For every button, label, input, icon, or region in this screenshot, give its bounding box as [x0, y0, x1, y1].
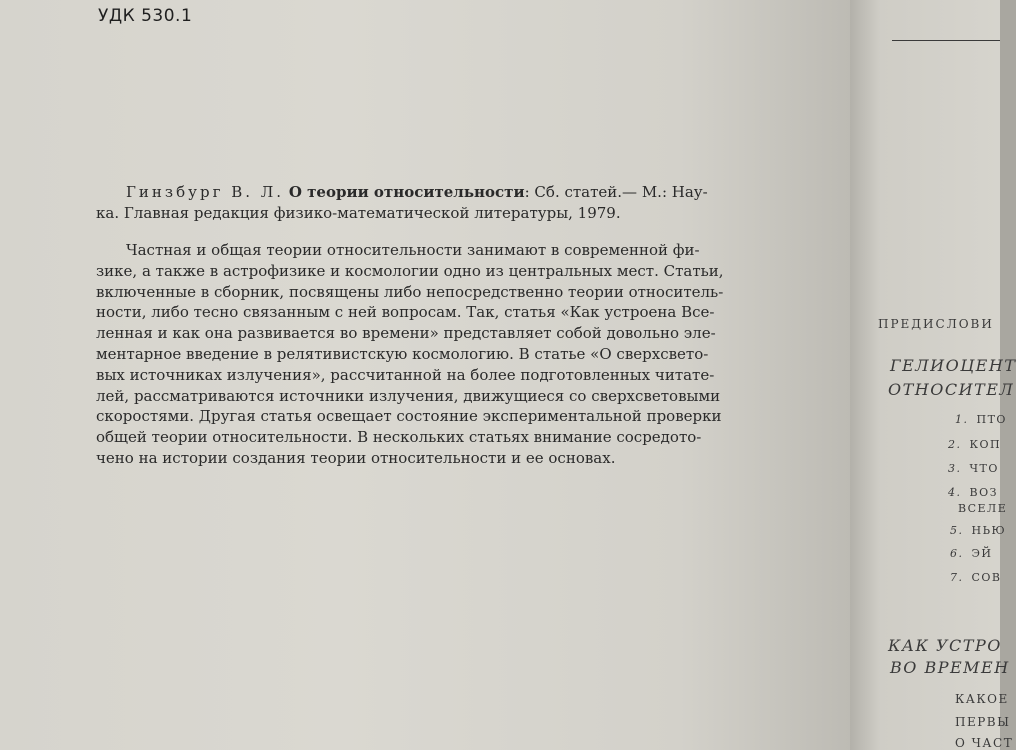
- toc-item: ПЕРВЫ: [955, 715, 1011, 729]
- abstract-line: лей, рассматриваются источники излучения, движущиеся со сверхсветовыми: [96, 386, 721, 405]
- bibliographic-citation: [96, 182, 816, 224]
- abstract-line: включенные в сборник, посвящены либо непосредственно теории относитель-: [96, 282, 724, 301]
- toc-item: 1. ПТО: [955, 413, 1007, 426]
- udk-code: УДК 530.1: [98, 6, 193, 26]
- abstract-line: зике, а также в астрофизике и космологии одно из центральных мест. Статьи,: [96, 261, 724, 280]
- toc-section-title: КАК УСТРО: [888, 636, 1002, 655]
- toc-section-title: ОТНОСИТЕЛ: [888, 380, 1015, 399]
- toc-item: 2. КОП: [948, 438, 1002, 451]
- toc-section-title: ВО ВРЕМЕН: [890, 658, 1010, 677]
- top-rule: [892, 40, 1000, 41]
- abstract-line: ности, либо тесно связанным с ней вопросам. Так, статья «Как устроена Все-: [96, 303, 715, 322]
- toc-preface: ПРЕДИСЛОВИ: [878, 317, 994, 331]
- citation-line1-rest: : Сб. статей.— М.: Нау-: [524, 183, 708, 201]
- citation-line-1: [96, 182, 816, 203]
- toc-item: 6. ЭЙ: [950, 547, 993, 560]
- abstract-line: чено на истории создания теории относительности и ее основах.: [96, 448, 616, 467]
- abstract-line: скоростями. Другая статья освещает состояние экспериментальной проверки: [96, 407, 722, 426]
- toc-item: ВСЕЛЕ: [958, 502, 1008, 515]
- toc-item: 3. ЧТО: [948, 462, 999, 475]
- toc-item: 7. СОВ: [950, 571, 1002, 584]
- abstract-line: ментарное введение в релятивистскую космологию. В статье «О сверхсвето-: [96, 344, 709, 363]
- toc-item: 4. ВОЗ: [948, 486, 998, 499]
- abstract-line: вых источниках излучения», рассчитанной на более подготовленных читате-: [96, 365, 715, 384]
- citation-line-2: ка. Главная редакция физико-математической литературы, 1979.: [96, 204, 621, 222]
- abstract-line: общей теории относительности. В нескольких статьях внимание сосредото-: [96, 428, 702, 447]
- toc-item: 5. НЬЮ: [950, 524, 1007, 537]
- toc-section-title: ГЕЛИОЦЕНТ: [890, 356, 1016, 375]
- toc-item: КАКОЕ: [955, 692, 1009, 706]
- abstract-line: Частная и общая теории относительности занимают в современной фи-: [126, 241, 700, 259]
- toc-item: О ЧАСТ: [955, 736, 1014, 750]
- citation-author: Гинзбург В. Л.: [126, 183, 285, 201]
- abstract: [96, 240, 816, 469]
- citation-title: О теории относительности: [288, 183, 525, 201]
- abstract-line: ленная и как она развивается во времени» представляет собой довольно эле-: [96, 324, 716, 343]
